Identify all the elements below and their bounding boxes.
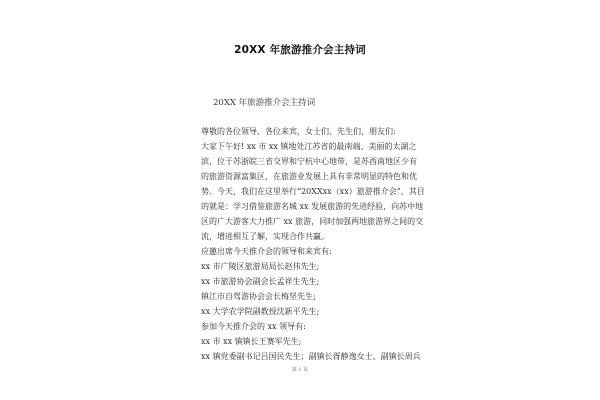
body-line: 的旅游资源富集区，在旅游业发展上具有非常明显的特色和优 [201, 172, 417, 181]
body-line: 大家下午好! xx 市 xx 镇地处江苏省的最南端、美丽的太湖之 [201, 142, 417, 151]
body-line: 区的广大游客大力推广 xx 旅游，同时加强两地旅游界之间的交 [201, 217, 424, 226]
document-subtitle: 20XX 年旅游推介会主持词 [213, 98, 316, 108]
body-line: 参加今天推介会的 xx 领导有: [201, 322, 306, 331]
body-line: xx 大学农学院副教授沈新平先生; [201, 307, 320, 316]
body-line: 势。今天，我们在这里举行“20XXxx（xx）旅游推介会”，其目 [201, 187, 425, 196]
body-line: 的就是：学习借鉴旅游名城 xx 发展旅游的先进经验，向苏中地 [201, 202, 424, 211]
page-number: 第 1 页 [291, 367, 309, 373]
body-line: 滨，位于苏浙皖三省交界和宁杭中心地带，是苏西南地区少有 [201, 157, 417, 166]
body-line: 尊敬的各位领导、各位来宾，女士们、先生们，朋友们: [201, 127, 396, 136]
document-body [201, 124, 425, 364]
body-line: xx 市旅游协会副会长孟祥生先生; [201, 277, 320, 286]
body-line: xx 市广陵区旅游局局长赵伟先生; [201, 262, 320, 271]
body-line: xx 镇党委副书记吕国民先生；副镇长胥静逸女士、副镇长周兵 [201, 352, 421, 361]
body-line: 流，增进相互了解，实现合作共赢。 [201, 232, 329, 241]
body-line: xx 市 xx 镇镇长王赛军先生; [201, 337, 302, 346]
body-line: 应邀出席今天推介会的领导和来宾有: [201, 247, 332, 256]
body-line: 镇江市自驾游协会会长梅坚先生; [201, 292, 316, 301]
document-title: 20XX 年旅游推介会主持词 [234, 44, 366, 56]
